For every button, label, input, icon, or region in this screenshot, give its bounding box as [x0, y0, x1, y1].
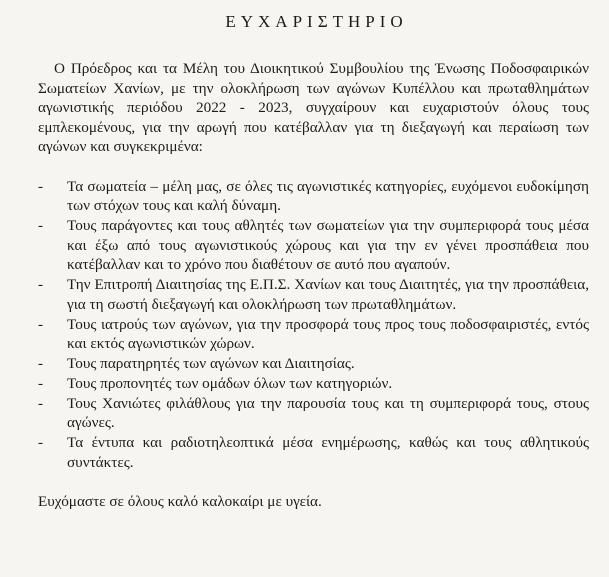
- bullet-dash: -: [38, 434, 44, 452]
- list-item: [38, 315, 589, 354]
- bullet-dash: -: [38, 217, 44, 235]
- bullet-dash: -: [38, 395, 44, 412]
- list-item: [38, 216, 589, 274]
- intro-paragraph: Ο Πρόεδρος και τα Μέλη του Διοικητικού Συμβουλίου της Ένωσης Ποδοσφαιρικών Σωματείων Χανίων, με την ολοκλήρωση των αγώνων Κυπέλλου και πρωταθλημάτων αγωνιστικής περιόδου 2022 - 2023, συγχαίρουν και ευχαριστούν όλους τους εμπλεκομένους, για την αρωγή που κατέβαλλαν για τη διεξαγωγή και περαίωση των αγώνων και συγκεκριμένα:: [38, 60, 589, 156]
- list-item-text: Τα έντυπα και ραδιοτηλεοπτικά μέσα ενημέρωσης, καθώς και τους αθλητικούς συντάκτες.: [67, 434, 589, 471]
- list-item: [38, 354, 589, 373]
- list-item-text: Τα σωματεία – μέλη μας, σε όλες τις αγωνιστικές κατηγορίες, ευχόμενοι ευδοκίμηση των στόχων τους και καλή δύναμη.: [67, 177, 589, 215]
- list-item: [38, 177, 589, 216]
- list-item: [38, 433, 589, 472]
- bullet-dash: -: [38, 276, 44, 294]
- list-item: [38, 275, 589, 314]
- list-item-text: Τους παρατηρητές των αγώνων και Διαιτησίας.: [67, 355, 355, 372]
- bullet-dash: -: [38, 375, 44, 392]
- list-item-text: Τους παράγοντες και τους αθλητές των σωματείων για την συμπεριφορά τους μέσα και έξω από τους αγωνιστικούς χώρους και για την εν γένει προσπάθεια που κατέβαλλαν και το χρόνο που διαθέτουν σε αυτό που αγαπούν.: [67, 217, 589, 274]
- bullet-dash: -: [38, 315, 44, 333]
- list-item-text: Τους Χανιώτες φιλάθλους για την παρουσία τους και τη συμπεριφορά τους, στους αγώνες.: [67, 395, 589, 432]
- list-item-text: Τους ιατρούς των αγώνων, για την προσφορά τους προς τους ποδοσφαιριστές, εντός και εκτός αγωνιστικών χώρων.: [67, 315, 589, 352]
- thanks-list: [38, 177, 589, 472]
- document-title: ΕΥΧΑΡΙΣΤΗΡΙΟ: [225, 12, 408, 31]
- list-item: [38, 374, 589, 393]
- bullet-dash: -: [38, 177, 44, 195]
- list-item-text: Την Επιτροπή Διαιτησίας της Ε.Π.Σ. Χανίων και τους Διαιτητές, για την προσπάθεια, για τη σωστή διεξαγωγή και ολοκλήρωση των πρωταθλημάτων.: [67, 276, 589, 313]
- list-item-text: Τους προπονητές των ομάδων όλων των κατηγοριών.: [67, 375, 393, 392]
- closing-line: Ευχόμαστε σε όλους καλό καλοκαίρι με υγεία.: [38, 493, 322, 511]
- list-item: [38, 394, 589, 433]
- bullet-dash: -: [38, 355, 44, 372]
